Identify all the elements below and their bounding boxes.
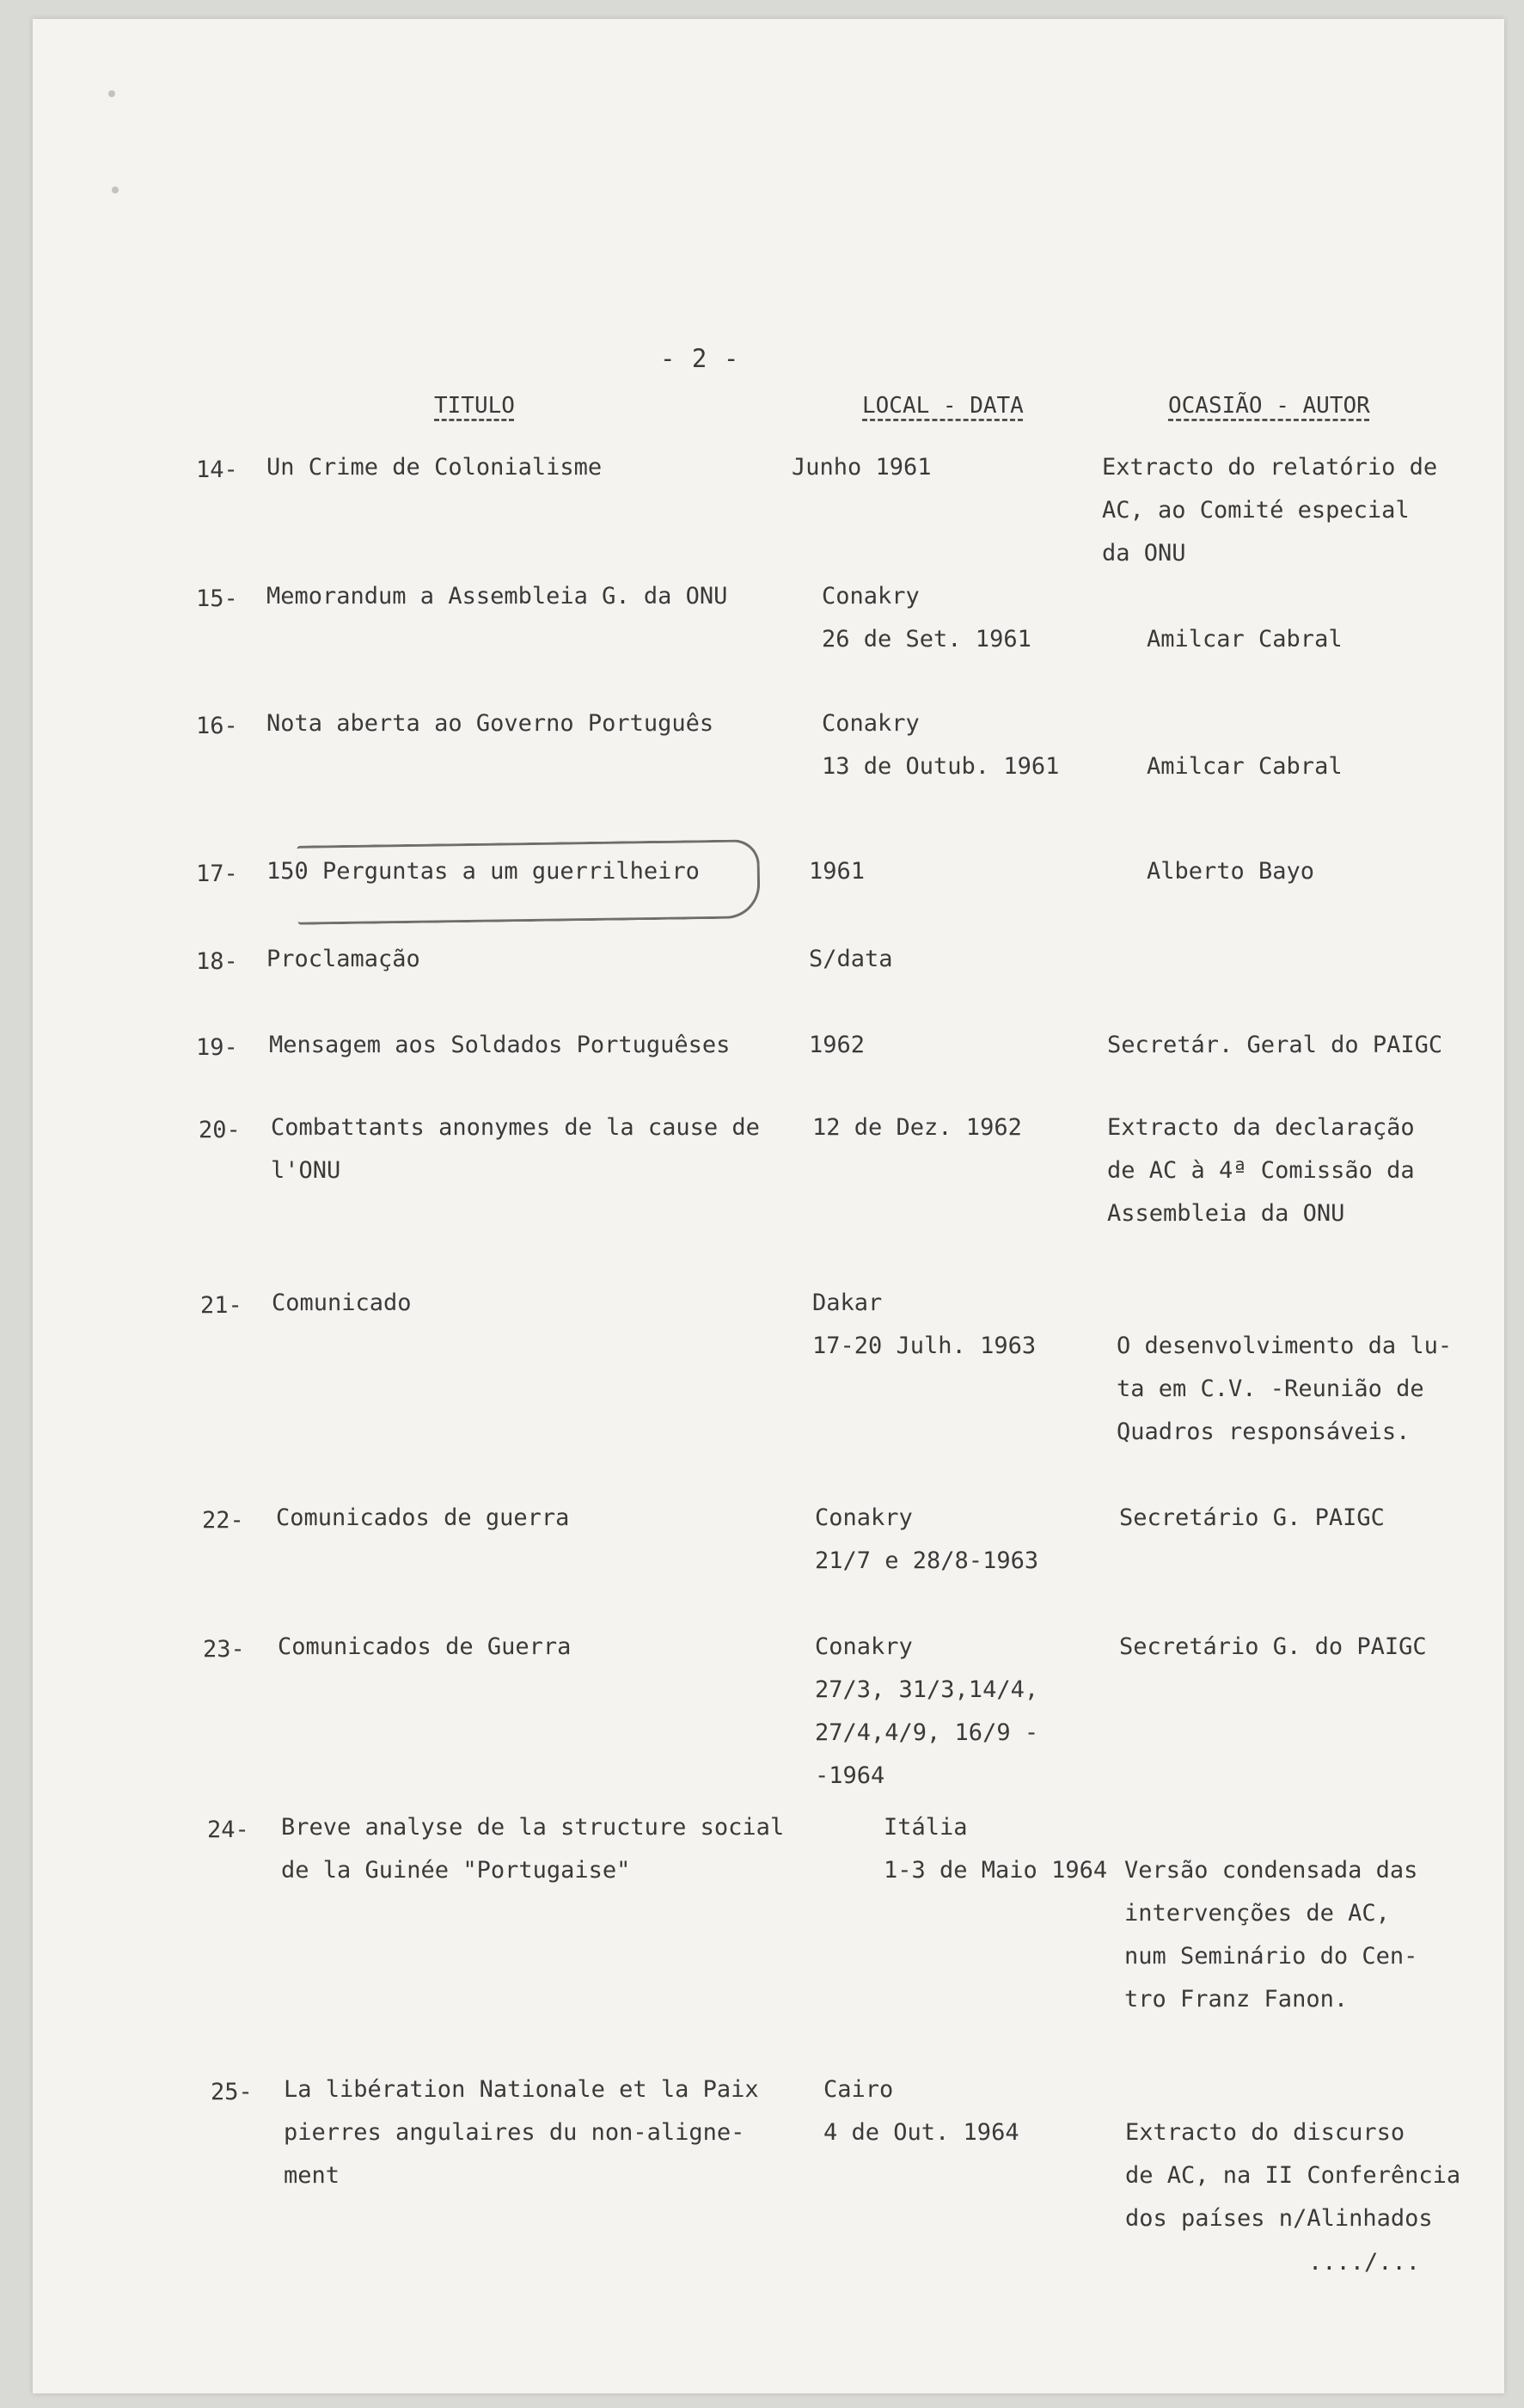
entry-local-date-line: 1-3 de Maio 1964 bbox=[884, 1857, 1108, 1884]
entry-local-date bbox=[812, 1106, 1022, 1149]
entry-number: 24- bbox=[207, 1817, 249, 1843]
entry-title-line: Comunicados de Guerra bbox=[278, 1633, 572, 1660]
entry-local-date-line: Dakar bbox=[812, 1290, 883, 1316]
entry-title-line: pierres angulaires du non-aligne- bbox=[284, 2119, 745, 2146]
entry-author bbox=[1119, 1626, 1427, 1669]
entry-local-date-line: 4 de Out. 1964 bbox=[823, 2119, 1019, 2146]
entry-number: 23- bbox=[203, 1636, 245, 1663]
column-header-title: TITULO bbox=[434, 393, 515, 419]
entry-local-date-line: 1961 bbox=[809, 858, 866, 885]
entry-author-line: Secretário G. PAIGC bbox=[1119, 1504, 1385, 1531]
entry-number: 18- bbox=[196, 948, 238, 975]
entry-author-line: AC, ao Comité especial bbox=[1102, 497, 1410, 524]
entry-author bbox=[1147, 618, 1343, 661]
entry-title bbox=[278, 1626, 571, 1669]
continuation-mark: ..../... bbox=[1308, 2249, 1421, 2276]
entry-number: 16- bbox=[196, 713, 238, 739]
entry-local-date bbox=[809, 1024, 865, 1067]
entry-title bbox=[269, 1024, 730, 1067]
entry-author-line: intervenções de AC, bbox=[1124, 1900, 1390, 1927]
entry-local-date-line: Conakry bbox=[815, 1504, 913, 1531]
entry-local-date-line: S/data bbox=[809, 946, 893, 972]
entry-local-date-line: Conakry bbox=[822, 583, 920, 610]
entry-local-date-line: 27/3, 31/3,14/4, bbox=[815, 1676, 1039, 1703]
entry-author-line: Extracto da declaração bbox=[1107, 1114, 1415, 1141]
entry-author-line: Secretário G. do PAIGC bbox=[1119, 1633, 1427, 1660]
entry-number: 15- bbox=[196, 585, 238, 612]
entry-title-line: Memorandum a Assembleia G. da ONU bbox=[266, 583, 728, 610]
punch-hole-mark bbox=[112, 187, 119, 193]
entry-number: 22- bbox=[202, 1507, 244, 1534]
entry-author-line: num Seminário do Cen- bbox=[1124, 1943, 1418, 1970]
entry-local-date bbox=[822, 702, 1059, 788]
entry-title bbox=[266, 575, 727, 618]
entry-local-date bbox=[815, 1497, 1038, 1583]
entry-number: 25- bbox=[211, 2079, 253, 2105]
entry-author bbox=[1119, 1497, 1385, 1540]
entry-author bbox=[1107, 1024, 1442, 1067]
entry-title bbox=[276, 1497, 569, 1540]
entry-local-date-line: Conakry bbox=[815, 1633, 913, 1660]
entry-title-line: Un Crime de Colonialisme bbox=[266, 454, 603, 481]
entry-local-date-line: 21/7 e 28/8-1963 bbox=[815, 1547, 1039, 1574]
entry-author-line: tro Franz Fanon. bbox=[1124, 1986, 1349, 2013]
entry-local-date-line: -1964 bbox=[815, 1762, 885, 1789]
entry-local-date-line: Conakry bbox=[822, 710, 920, 737]
entry-author bbox=[1117, 1325, 1452, 1454]
entry-local-date-line: 27/4,4/9, 16/9 - bbox=[815, 1719, 1039, 1746]
entry-author-line: Versão condensada das bbox=[1124, 1857, 1418, 1884]
entry-title-line: de la Guinée "Portugaise" bbox=[281, 1857, 631, 1884]
entry-author-line: da ONU bbox=[1102, 540, 1186, 567]
entry-local-date-line: 26 de Set. 1961 bbox=[822, 626, 1031, 653]
entry-title-line: 150 Perguntas a um guerrilheiro bbox=[266, 858, 700, 885]
entry-title bbox=[284, 2068, 759, 2197]
entry-title-line: Breve analyse de la structure social bbox=[281, 1814, 785, 1841]
entry-number: 20- bbox=[199, 1117, 241, 1143]
entry-author bbox=[1147, 850, 1314, 893]
column-header-local-date: LOCAL - DATA bbox=[862, 393, 1024, 419]
handwritten-circle-mark bbox=[297, 839, 760, 925]
entry-title-line: Nota aberta ao Governo Português bbox=[266, 710, 714, 737]
entry-author-line: Alberto Bayo bbox=[1147, 858, 1315, 885]
entry-local-date-line: Itália bbox=[884, 1814, 968, 1841]
entry-author-line: de AC à 4ª Comissão da bbox=[1107, 1157, 1415, 1184]
entry-title bbox=[266, 702, 713, 745]
entry-title-line: Combattants anonymes de la cause de bbox=[271, 1114, 760, 1141]
entry-local-date bbox=[815, 1626, 1038, 1798]
entry-local-date-line: 12 de Dez. 1962 bbox=[812, 1114, 1022, 1141]
column-header-occasion-author: OCASIÃO - AUTOR bbox=[1168, 393, 1370, 419]
entry-local-date bbox=[792, 446, 932, 489]
entry-local-date-line: Cairo bbox=[823, 2076, 894, 2103]
entry-title-line: Mensagem aos Soldados Portuguêses bbox=[269, 1032, 731, 1058]
entry-author-line: Quadros responsáveis. bbox=[1117, 1418, 1411, 1445]
entry-author bbox=[1124, 1849, 1417, 2021]
entry-title-line: Comunicado bbox=[272, 1290, 412, 1316]
entry-local-date bbox=[809, 850, 865, 893]
entry-local-date bbox=[822, 575, 1031, 661]
entry-title-line: l'ONU bbox=[271, 1157, 341, 1184]
entry-local-date-line: 13 de Outub. 1961 bbox=[822, 753, 1060, 780]
punch-hole-mark bbox=[108, 90, 115, 97]
entry-title bbox=[266, 446, 602, 489]
entry-author-line: ta em C.V. -Reunião de bbox=[1117, 1376, 1424, 1402]
entry-author-line: dos países n/Alinhados bbox=[1125, 2205, 1433, 2232]
entry-author bbox=[1147, 745, 1343, 788]
entry-author bbox=[1102, 446, 1437, 575]
entry-local-date bbox=[884, 1806, 1107, 1892]
entry-author-line: de AC, na II Conferência bbox=[1125, 2162, 1461, 2189]
entry-local-date-line: 17-20 Julh. 1963 bbox=[812, 1333, 1037, 1359]
entry-author-line: O desenvolvimento da lu- bbox=[1117, 1333, 1453, 1359]
entry-local-date bbox=[812, 1282, 1036, 1368]
page-number: - 2 - bbox=[660, 344, 740, 373]
entry-title bbox=[266, 938, 420, 981]
entry-author-line: Extracto do relatório de bbox=[1102, 454, 1438, 481]
entry-title bbox=[281, 1806, 784, 1892]
entry-local-date bbox=[809, 938, 893, 981]
entry-author bbox=[1107, 1106, 1415, 1235]
entry-title-line: La libération Nationale et la Paix bbox=[284, 2076, 759, 2103]
entry-local-date bbox=[823, 2068, 1019, 2154]
entry-author-line: Amilcar Cabral bbox=[1147, 753, 1343, 780]
entry-author bbox=[1125, 2111, 1460, 2240]
entry-author-line: Secretár. Geral do PAIGC bbox=[1107, 1032, 1443, 1058]
entry-title bbox=[271, 1106, 760, 1192]
entry-number: 14- bbox=[196, 456, 238, 483]
entry-author-line: Extracto do discurso bbox=[1125, 2119, 1405, 2146]
entry-local-date-line: 1962 bbox=[809, 1032, 866, 1058]
document-page bbox=[33, 19, 1504, 2393]
entry-author-line: Amilcar Cabral bbox=[1147, 626, 1343, 653]
entry-title-line: Comunicados de guerra bbox=[276, 1504, 570, 1531]
entry-local-date-line: Junho 1961 bbox=[792, 454, 932, 481]
entry-number: 21- bbox=[200, 1292, 242, 1319]
entry-title-line: Proclamação bbox=[266, 946, 420, 972]
entry-number: 17- bbox=[196, 861, 238, 887]
entry-title-line: ment bbox=[284, 2162, 340, 2189]
entry-title bbox=[272, 1282, 412, 1325]
entry-author-line: Assembleia da ONU bbox=[1107, 1200, 1345, 1227]
entry-number: 19- bbox=[196, 1034, 238, 1061]
